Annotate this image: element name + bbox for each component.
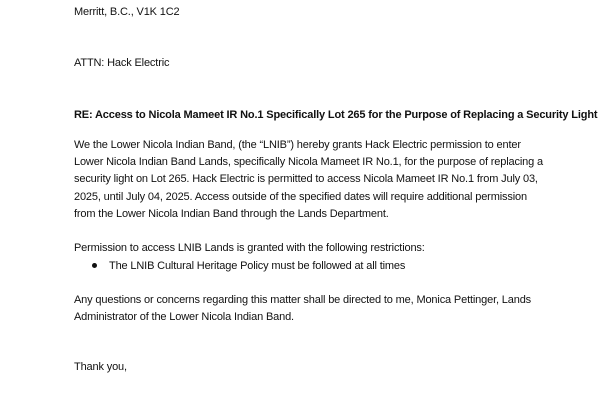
restriction-item (92, 259, 405, 273)
restriction-text: The LNIB Cultural Heritage Policy must be followed at all times (109, 260, 406, 272)
bullet-icon (92, 263, 97, 268)
questions-paragraph: Any questions or concerns regarding this matter shall be directed to me, Monica Pettinger, Lands Administrator of the Lower Nicola Indian Band. (74, 294, 532, 324)
closing-line: Thank you, (74, 361, 127, 373)
body-paragraph: We the Lower Nicola Indian Band, (the “LNIB”) hereby grants Hack Electric permission to enter Lower Nicola Indian Band Lands, specifically Nicola Mameet IR No.1, for the purpose of replacing a security light on Lot 265. Hack Electric is permitted to access Nicola Mameet IR No.1 from July 03, 2025, until July 04, 2025. Access outside of the specified dates will require additional permission from the Lower Nicola Indian Band through the Lands Department. (74, 139, 543, 220)
address-line: Merritt, B.C., V1K 1C2 (74, 6, 180, 18)
subject-line: RE: Access to Nicola Mameet IR No.1 Specifically Lot 265 for the Purpose of Replacing a Security Light (74, 109, 598, 121)
restrictions-intro: Permission to access LNIB Lands is granted with the following restrictions: (74, 242, 425, 254)
attn-line: ATTN: Hack Electric (74, 57, 170, 69)
